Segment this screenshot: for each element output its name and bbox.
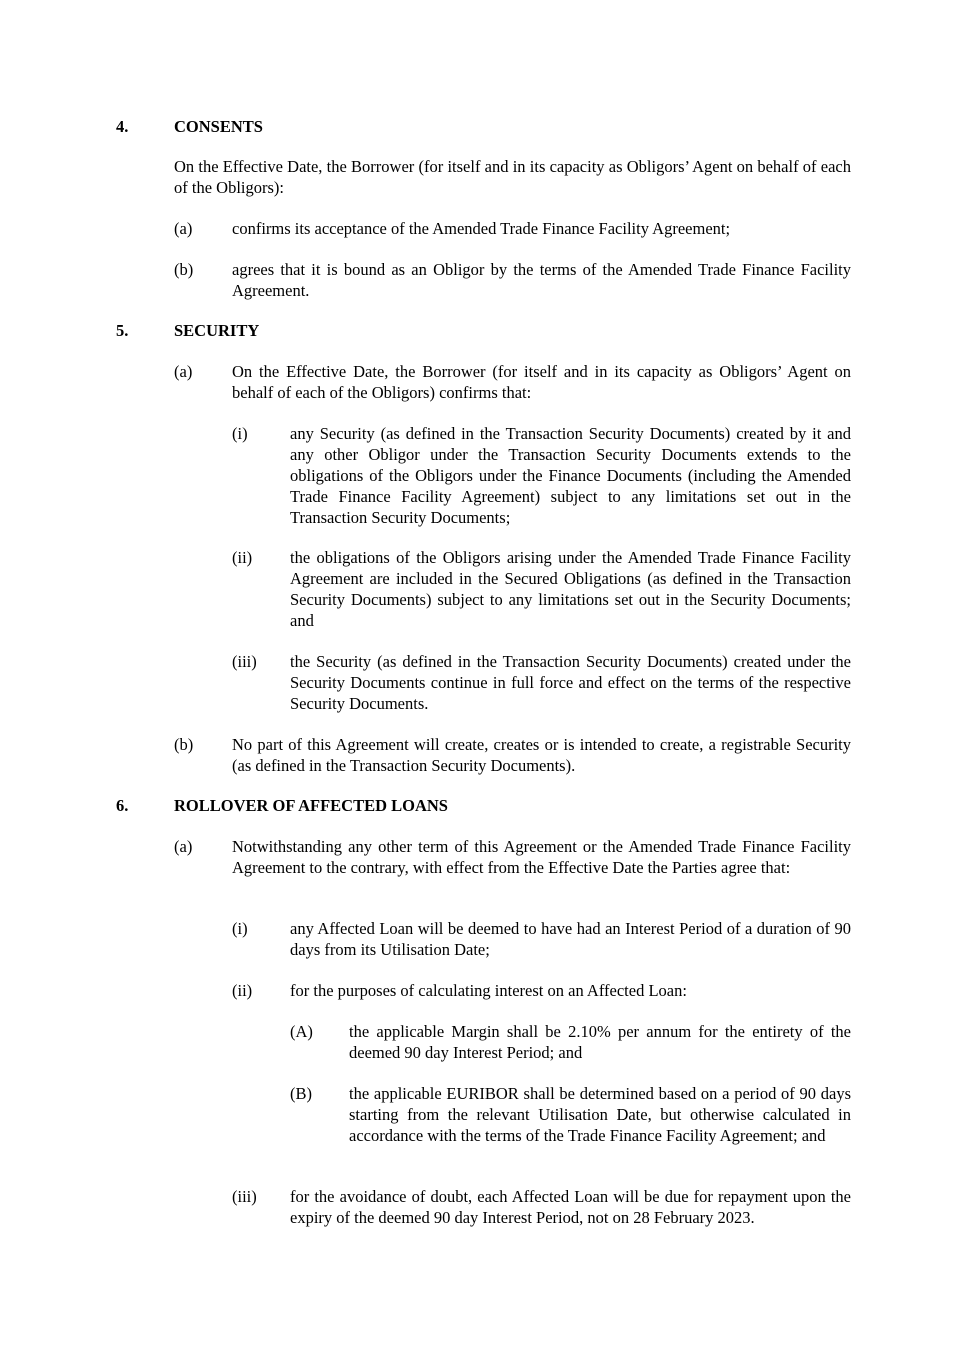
section-4-item-b-text: agrees that it is bound as an Obligor by the terms of the Amended Trade Finance Facility Agreement.: [232, 260, 851, 300]
section-4-item-b-label: (b): [174, 260, 194, 279]
section-5-title: SECURITY: [174, 321, 260, 340]
section-5-item-a-iii-label: (iii): [232, 652, 257, 671]
section-6-item-a-ii-text: for the purposes of calculating interest on an Affected Loan:: [290, 981, 687, 1000]
section-4-item-a-text: confirms its acceptance of the Amended Trade Finance Facility Agreement;: [232, 219, 731, 238]
section-6-item-a-ii-A-label: (A): [290, 1022, 313, 1041]
section-4-intro: On the Effective Date, the Borrower (for itself and in its capacity as Obligors’ Agent on behalf of each of the Obligors):: [174, 157, 851, 197]
section-6-item-a-iii-label: (iii): [232, 1187, 257, 1206]
section-6-number: 6.: [116, 796, 129, 815]
section-6-item-a-i-text: any Affected Loan will be deemed to have had an Interest Period of a duration of 90 days from its Utilisation Date;: [290, 919, 851, 959]
section-4-number: 4.: [116, 117, 129, 136]
section-6-item-a-ii-B-label: (B): [290, 1084, 312, 1103]
section-5-item-a-ii-text: the obligations of the Obligors arising under the Amended Trade Finance Facility Agreement are included in the Secured Obligations (as defined in the Transaction Security Documents) subject to any limitations set out in the Security Documents; and: [290, 548, 851, 630]
section-6-title: ROLLOVER OF AFFECTED LOANS: [174, 796, 448, 815]
section-5-item-a-label: (a): [174, 362, 193, 381]
section-4-item-a-label: (a): [174, 219, 193, 238]
section-5-item-a-text: On the Effective Date, the Borrower (for itself and in its capacity as Obligors’ Agent on behalf of each of the Obligors) confirms that:: [232, 362, 851, 402]
section-6-item-a-ii-A-text: the applicable Margin shall be 2.10% per annum for the entirety of the deemed 90 day Interest Period; and: [349, 1022, 851, 1062]
section-5-item-a-i-text: any Security (as defined in the Transaction Security Documents) created by it and any other Obligor under the Transaction Security Documents extends to the obligations of the Obligors under the Finance Documents (including the Amended Trade Finance Facility Agreement) subject to any limitations set out in the Transaction Security Documents;: [290, 424, 851, 527]
section-5-item-a-i-label: (i): [232, 424, 248, 443]
section-6-item-a-i-label: (i): [232, 919, 248, 938]
section-6-item-a-label: (a): [174, 837, 193, 856]
section-5-item-b-text: No part of this Agreement will create, creates or is intended to create, a registrable Security (as defined in the Transaction Security Documents).: [232, 735, 851, 775]
section-5-number: 5.: [116, 321, 129, 340]
section-5-item-a-ii-label: (ii): [232, 548, 253, 567]
section-4-title: CONSENTS: [174, 117, 263, 136]
section-5-item-b-label: (b): [174, 735, 194, 754]
section-6-item-a-text: Notwithstanding any other term of this Agreement or the Amended Trade Finance Facility Agreement to the contrary, with effect from the Effective Date the Parties agree that:: [232, 837, 851, 877]
section-5-item-a-iii-text: the Security (as defined in the Transaction Security Documents) created under the Security Documents continue in full force and effect on the terms of the respective Security Documents.: [290, 652, 851, 713]
section-6-item-a-ii-B-text: the applicable EURIBOR shall be determined based on a period of 90 days starting from the relevant Utilisation Date, but otherwise calculated in accordance with the terms of the Trade Finance Facility Agreement; and: [349, 1084, 851, 1145]
section-6-item-a-iii-text: for the avoidance of doubt, each Affected Loan will be due for repayment upon the expiry of the deemed 90 day Interest Period, not on 28 February 2023.: [290, 1187, 851, 1227]
section-6-item-a-ii-label: (ii): [232, 981, 253, 1000]
